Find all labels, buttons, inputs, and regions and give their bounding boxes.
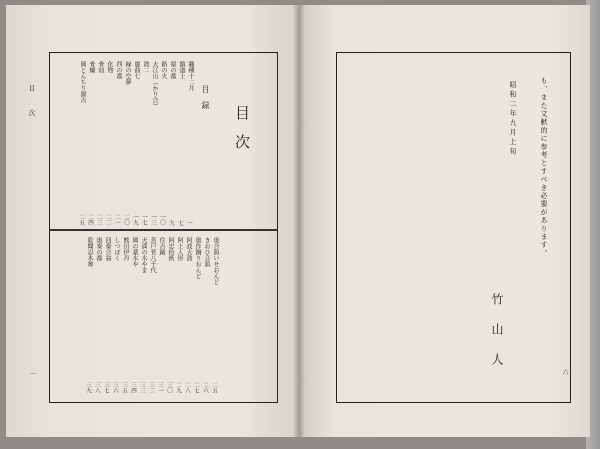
entry-page-number: 二一 bbox=[114, 214, 120, 225]
right-page-number: 六 bbox=[561, 369, 568, 375]
entry-page-number: 二二 bbox=[105, 214, 111, 225]
entry-page-number: 二九 bbox=[175, 382, 181, 393]
contents-entry bbox=[158, 61, 167, 225]
entry-page-number: 九 bbox=[168, 219, 174, 225]
entry-title: 天満の水やま bbox=[140, 237, 147, 273]
contents-entry bbox=[129, 237, 138, 393]
entry-page-number: 二四 bbox=[87, 214, 93, 225]
contents-entry bbox=[165, 237, 174, 393]
contents-entry bbox=[131, 61, 140, 225]
entry-page-number: 三二 bbox=[148, 382, 154, 393]
contents-entry bbox=[149, 61, 158, 225]
entry-title: 大江山（かり合） bbox=[151, 61, 158, 109]
contents-entry bbox=[104, 61, 113, 225]
entry-title: 住吉踊 bbox=[158, 237, 165, 255]
entry-page-number: 三六 bbox=[112, 382, 118, 393]
contents-top-block bbox=[54, 61, 194, 225]
entry-title: しつぽく bbox=[113, 237, 120, 261]
open-book bbox=[6, 5, 590, 437]
entry-page-number: 二〇 bbox=[123, 214, 129, 225]
entry-page-number: 二三 bbox=[96, 214, 102, 225]
contents-title: 目次 bbox=[233, 105, 251, 163]
entry-title: 奥合頭いせおんど bbox=[212, 237, 219, 285]
book-gutter bbox=[293, 5, 305, 437]
entry-title: 路の火 bbox=[160, 61, 167, 79]
entry-page-number: 七 bbox=[177, 219, 183, 225]
running-head: 目次 bbox=[27, 85, 36, 134]
contents-entry bbox=[86, 61, 95, 225]
contents-entry bbox=[192, 237, 201, 393]
entry-page-number: 三〇 bbox=[166, 382, 172, 393]
contents-entry bbox=[167, 61, 176, 225]
contents-entry bbox=[102, 237, 111, 393]
entry-title: 化物 bbox=[106, 61, 113, 73]
entry-page-number: 一三 bbox=[150, 214, 156, 225]
entry-title: 猿の都 bbox=[169, 61, 176, 79]
contents-entry bbox=[111, 237, 120, 393]
entry-title: 阿忠拾紙 bbox=[167, 237, 174, 261]
entry-page-number: 三一 bbox=[157, 382, 163, 393]
entry-page-number: 二六 bbox=[202, 382, 208, 393]
contents-divider bbox=[49, 229, 278, 231]
contents-entry bbox=[156, 237, 165, 393]
contents-entry bbox=[176, 61, 185, 225]
entry-title: 岡の薬水や bbox=[131, 237, 138, 267]
preface-text-line: も、また文献的に参考とすべき必要があります。 bbox=[540, 77, 548, 258]
entry-title: 骨螺 bbox=[88, 61, 95, 73]
entry-title: 乾聞忍木舞 bbox=[86, 237, 93, 267]
entry-page-number: 二八 bbox=[184, 382, 190, 393]
contents-entry bbox=[185, 61, 194, 225]
entry-page-number: 二五 bbox=[211, 382, 217, 393]
entry-title: 奥作鍋りおんど bbox=[194, 237, 201, 279]
entry-page-number: 一〇 bbox=[159, 214, 165, 225]
entry-title: 善戸菅八千代 bbox=[149, 237, 156, 273]
preface-frame bbox=[336, 52, 571, 403]
contents-entry bbox=[201, 237, 210, 393]
entry-page-number: 三三 bbox=[139, 382, 145, 393]
entry-page-number: 一七 bbox=[141, 214, 147, 225]
contents-entry bbox=[120, 237, 129, 393]
entry-title: 縁の空夢 bbox=[124, 61, 131, 85]
entry-title: 阿波大鼓 bbox=[185, 237, 192, 261]
entry-page-number: 一 bbox=[186, 219, 192, 225]
entry-page-number: 一九 bbox=[132, 214, 138, 225]
entry-page-number: 二七 bbox=[193, 382, 199, 393]
contents-entry bbox=[95, 61, 104, 225]
entry-title: 職種十二月 bbox=[187, 61, 194, 91]
author-signature: 竹山人 bbox=[490, 293, 504, 383]
entry-title: 熊田伊丹 bbox=[122, 237, 129, 261]
entry-page-number: 三四 bbox=[130, 382, 136, 393]
entry-title: 西の都 bbox=[115, 61, 122, 79]
entry-title: 鼓二 bbox=[142, 61, 149, 73]
contents-entry bbox=[122, 61, 131, 225]
contents-entry bbox=[84, 237, 93, 393]
contents-subtitle: 目録 bbox=[201, 85, 210, 117]
entry-title: 奥奏の都 bbox=[95, 237, 102, 261]
entry-title: 岡とんちり源吉 bbox=[79, 61, 86, 103]
entry-title: 骨皿 bbox=[97, 61, 104, 73]
contents-entry bbox=[138, 237, 147, 393]
contents-entry bbox=[183, 237, 192, 393]
contents-entry bbox=[210, 237, 219, 393]
entry-page-number: 二五 bbox=[78, 214, 84, 225]
entry-title: きおひ音頭 bbox=[203, 237, 210, 267]
contents-entry bbox=[93, 237, 102, 393]
entry-title: 愚曲七 bbox=[133, 61, 140, 79]
contents-bottom-block bbox=[54, 237, 219, 395]
contents-entry bbox=[77, 61, 86, 225]
entry-page-number: 三五 bbox=[121, 382, 127, 393]
entry-page-number: 三八 bbox=[94, 382, 100, 393]
contents-entry bbox=[147, 237, 156, 393]
entry-page-number: 三七 bbox=[103, 382, 109, 393]
entry-title: 鎮道土 bbox=[178, 61, 185, 79]
preface-date: 昭和二年九月上旬 bbox=[509, 81, 517, 157]
entry-page-number: 三九 bbox=[85, 382, 91, 393]
contents-entry bbox=[140, 61, 149, 225]
contents-entry bbox=[174, 237, 183, 393]
contents-entry bbox=[113, 61, 122, 225]
left-page-number: 一 bbox=[28, 371, 35, 377]
entry-title: 阿土人形 bbox=[176, 237, 183, 261]
entry-title: 回奏合翁 bbox=[104, 237, 111, 261]
